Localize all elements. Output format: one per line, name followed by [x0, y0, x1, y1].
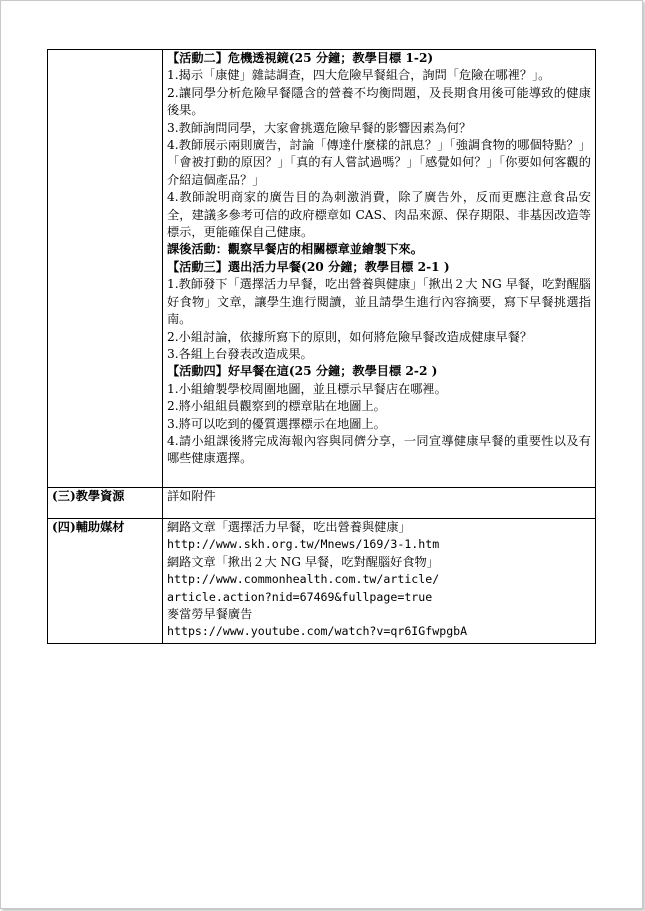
activities-label-cell — [48, 50, 163, 488]
activity3-item-1: 1.教師發下「選擇活力早餐，吃出營養與健康」「揪出２大 NG 早餐，吃對醒腦好食物」文章，讓學生進行閱讀，並且請學生進行內容摘要，寫下早餐挑選指南。 — [167, 277, 591, 327]
activity3-item-2: 2.小組討論，依據所寫下的原則，如何將危險早餐改造成健康早餐？ — [167, 329, 533, 344]
activities-row — [48, 50, 596, 488]
media-article-2-title: 網路文章「揪出２大 NG 早餐，吃對醒腦好食物」 — [167, 554, 439, 569]
media-article-1-title: 網路文章「選擇活力早餐，吃出營養與健康」 — [167, 520, 411, 534]
resources-label: (三)教學資源 — [48, 488, 163, 519]
media-content-cell — [163, 519, 596, 644]
activity2-item-3: 3.教師詢問同學，大家會挑選危險早餐的影響因素為何？ — [167, 120, 472, 135]
activity2-item-4: 4.教師展示兩則廣告，討論「傳達什麼樣的訊息？」「強調食物的哪個特點？」「會被打動的原因？」「真的有人嘗試過嗎？」「感覺如何？」「你要如何客觀的介紹這個產品？」 — [167, 138, 591, 187]
media-video-title: 麥當勞早餐廣告 — [167, 607, 253, 622]
activity2-item-5: 4.教師說明商家的廣告目的為刺激消費，除了廣告外，反而更應注意食品安全，建議多參考可信的政府標章如 CAS、肉品來源、保存期限、非基因改造等標示，更能確保自己健康。 — [167, 190, 591, 240]
media-article-1-url[interactable]: http://www.skh.org.tw/Mnews/169/3-1.htm — [167, 537, 440, 552]
activity2-header: 【活動二】危機透視鏡(25 分鐘；教學目標 1-2) — [167, 51, 434, 65]
activity4-item-1: 1.小組繪製學校周圍地圖，並且標示早餐店在哪裡。 — [167, 381, 447, 396]
media-article-2-url-part1[interactable]: http://www.commonhealth.com.tw/article/ — [167, 572, 440, 587]
activities-content-cell — [163, 50, 596, 488]
media-article-2-url-part2[interactable]: article.action?nid=67469&fullpage=true — [167, 589, 433, 604]
activity4-item-4: 4.請小組課後將完成海報內容與同儕分享，一同宣導健康早餐的重要性以及有哪些健康選擇。 — [167, 433, 591, 466]
activity2-item-1: 1.揭示「康健」雜誌調查，四大危險早餐組合，詢問「危險在哪裡？」。 — [167, 68, 551, 83]
activity4-item-3: 3.將可以吃到的優質選擇標示在地圖上。 — [167, 416, 386, 431]
lesson-plan-table — [47, 49, 596, 644]
activity4-header: 【活動四】好早餐在這(25 分鐘；教學目標 2-2 ) — [167, 364, 438, 379]
activity3-item-3: 3.各組上台發表改造成果。 — [167, 346, 313, 361]
media-label: (四)輔助媒材 — [48, 519, 163, 644]
media-row — [48, 519, 596, 644]
activity3-header: 【活動三】選出活力早餐(20 分鐘；教學目標 2-1 ) — [167, 259, 450, 274]
activity2-item-2: 2.讓同學分析危險早餐隱含的營養不均衡問題，及長期食用後可能導致的健康後果。 — [167, 85, 591, 118]
resources-row — [48, 488, 596, 519]
media-video-url[interactable]: https://www.youtube.com/watch?v=qr6IGfwpgbA — [167, 624, 468, 639]
resources-content: 詳如附件 — [163, 488, 596, 519]
activity4-item-2: 2.將小組組員觀察到的標章貼在地圖上。 — [167, 399, 386, 414]
after-class-activity: 課後活動：觀察早餐店的相關標章並繪製下來。 — [167, 242, 423, 257]
